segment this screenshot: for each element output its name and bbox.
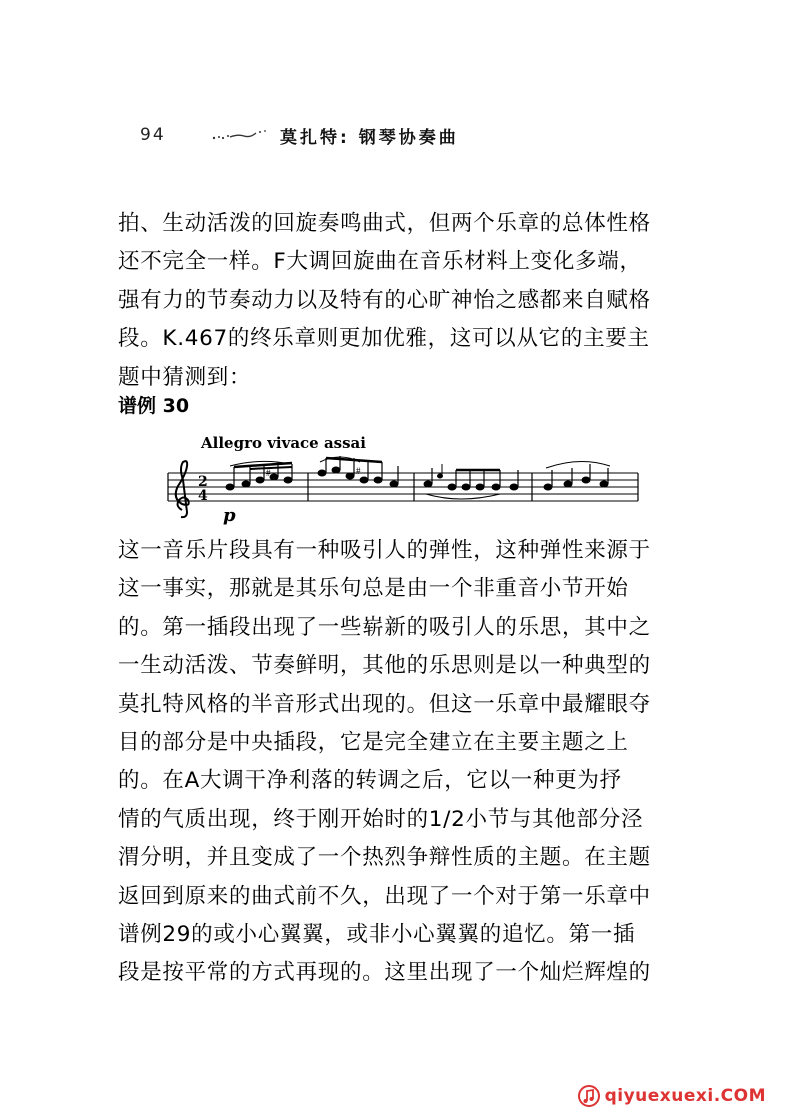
- paragraph-2: [118, 532, 678, 993]
- time-signature-bottom: 4: [198, 488, 208, 504]
- text-line: 段是按平常的方式再现的。这里出现了一个灿烂辉煌的: [118, 960, 651, 986]
- ornament-icon: [208, 127, 270, 143]
- watermark-text: qiyuexuexi.COM: [604, 1086, 766, 1106]
- text-line: 谱例29的或小心翼翼，或非小心翼翼的追忆。第一插: [118, 921, 636, 947]
- music-score-example: [160, 432, 650, 528]
- text-line: 还不完全一样。F大调回旋曲在音乐材料上变化多端，: [118, 249, 642, 275]
- text-line: 这一音乐片段具有一种吸引人的弹性，这种弹性来源于: [118, 538, 651, 563]
- text-line: 强有力的节奏动力以及特有的心旷神怡之感都来自赋格: [118, 287, 651, 313]
- dynamic-marking: p: [223, 505, 236, 526]
- text-line: 情的气质出现，终于刚开始时的1/2小节与其他部分泾: [118, 806, 644, 832]
- music-note-logo-icon: [577, 1084, 603, 1108]
- text-line: 目的部分是中央插段，它是完全建立在主要主题之上: [118, 729, 629, 755]
- tempo-marking: Allegro vivace assai: [201, 434, 366, 452]
- text-line: 的。第一插段出现了一些崭新的吸引人的乐思，其中之: [118, 614, 651, 640]
- text-line: 题中猜测到：: [118, 364, 252, 390]
- watermark: [577, 1084, 766, 1108]
- text-line: 拍、生动活泼的回旋奏鸣曲式，但两个乐章的总体性格: [118, 211, 651, 236]
- text-line: 渭分明，并且变成了一个热烈争辩性质的主题。在主题: [118, 845, 651, 871]
- text-line: 的。在A大调干净利落的转调之后，它以一种更为抒: [118, 768, 622, 794]
- text-line: 这一事实，那就是其乐句总是由一个非重音小节开始: [118, 576, 629, 602]
- example-label: 谱例 30: [118, 395, 190, 417]
- svg-text:#: #: [266, 468, 271, 478]
- text-line: 返回到原来的曲式前不久，出现了一个对于第一乐章中: [118, 883, 651, 909]
- text-line: 段。K.467的终乐章则更加优雅，这可以从它的主要主: [118, 326, 650, 352]
- paragraph-1: [118, 205, 678, 397]
- running-head: 莫扎特: 钢琴协奏曲: [280, 127, 459, 148]
- time-signature-top: 2: [198, 474, 208, 490]
- text-line: 一生动活泼、节奏鲜明，其他的乐思则是以一种典型的: [118, 653, 651, 679]
- text-line: 莫扎特风格的半音形式出现的。但这一乐章中最耀眼夺: [118, 691, 651, 717]
- page-header: [140, 120, 459, 150]
- svg-text:#: #: [356, 466, 361, 476]
- page-number: 94: [140, 125, 166, 145]
